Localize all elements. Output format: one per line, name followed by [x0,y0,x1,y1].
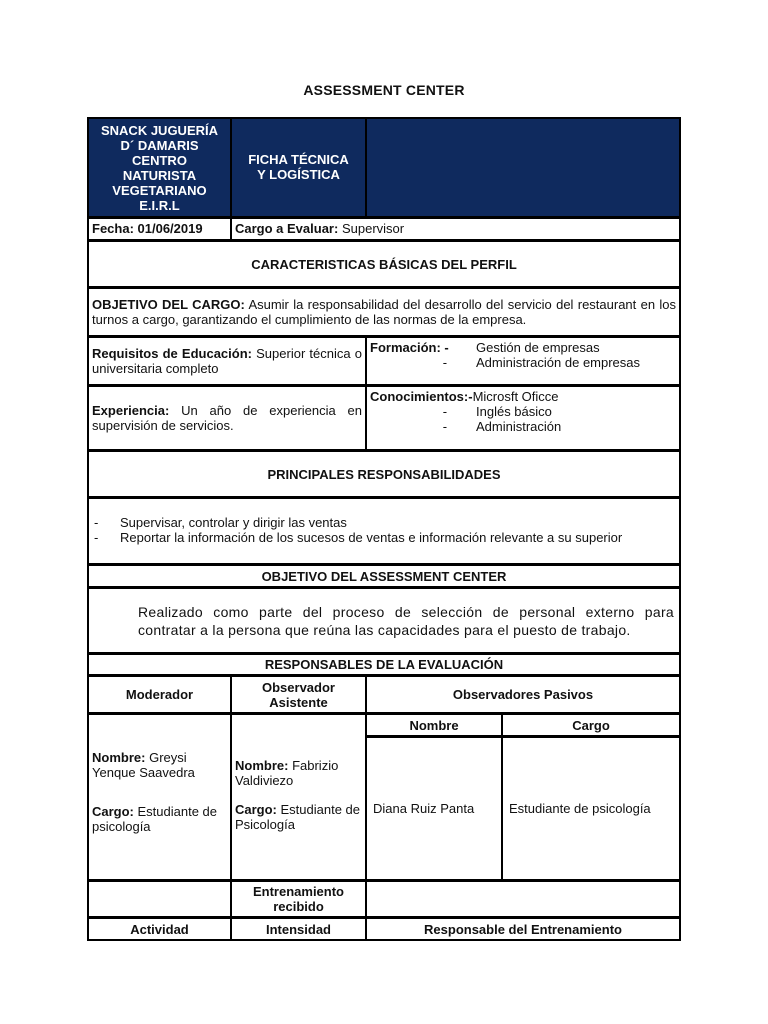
dash-bullet: - [442,419,476,434]
educacion-cell [87,336,367,386]
dash-bullet: - [94,515,99,530]
ficha-tecnica-cell [230,117,367,218]
header-blank-cell [365,117,681,218]
company-line: D´ DAMARIS [120,137,199,153]
company-line: SNACK JUGUERÍA [100,122,218,138]
objetivo-ac-section-title: OBJETIVO DEL ASSESSMENT CENTER [87,564,681,588]
conocimientos-first: Microsft Oficce [472,389,559,404]
conocimientos-item: Inglés básico [476,404,552,419]
moderador-cargo: Cargo: Estudiante de psicología [92,804,218,834]
experiencia-label: Experiencia: [92,403,170,418]
experiencia-cell [87,385,367,451]
objetivo-ac-text: Realizado como parte del proceso de selección de personal externo para contratar a la persona que reúna las capacidades para el puesto de trabajo. [138,604,674,638]
entrenamiento-blank-cell [87,880,232,918]
intensidad-header: Intensidad [230,917,367,941]
col-nombre-header: Nombre [365,713,503,737]
ficha-line: Y LOGÍSTICA [257,167,340,182]
col-pasivos-header: Observadores Pasivos [365,675,681,714]
objetivo-ac-text-cell [87,587,681,654]
pasivo-nombre-cell: Diana Ruiz Panta [365,736,503,881]
cargo-evaluar-value: Supervisor [341,221,405,236]
dash-bullet: - [442,404,476,419]
list-item: - Supervisar, controlar y dirigir las ventas [94,515,347,530]
objetivo-cargo-cell [87,287,681,337]
responsabilidades-list [87,497,681,565]
document-title: ASSESSMENT CENTER [303,82,465,98]
formacion-item: Administración de empresas [476,355,641,370]
responsables-section-title: RESPONSABLES DE LA EVALUACIÓN [87,653,681,676]
company-line: E.I.R.L [139,197,180,213]
company-line: CENTRO [132,152,187,168]
experiencia-text: Un año de experiencia en supervisión de servicios. [92,403,362,433]
formacion-item: Gestión de empresas [476,340,600,355]
observador-nombre: Nombre: Fabrizio Valdiviezo [235,758,339,788]
objetivo-cargo-text: Asumir la responsabilidad del desarrollo del servicio del restaurant en los turnos a cargo, garantizando el cumplimiento de las normas de la empresa. [92,297,676,327]
moderador-nombre: Nombre: Greysi Yenque Saavedra [92,750,195,780]
list-item: - Reportar la información de los sucesos de ventas e información relevante a su superior [94,530,623,545]
responsable-entrenamiento-header: Responsable del Entrenamiento [365,917,681,941]
col-observador-header: Observador Asistente [230,675,367,714]
observador-cargo: Cargo: Estudiante de Psicología [235,802,361,832]
dash-bullet: - [442,355,476,370]
col-cargo-header: Cargo [501,713,681,737]
moderador-cell [87,713,232,881]
pasivo-cargo-cell: Estudiante de psicología [501,736,681,881]
educacion-label: Requisitos de Educación: [92,346,252,361]
formacion-cell [365,336,681,386]
formacion-label: Formación: - [370,340,449,355]
fecha-text: Fecha: 01/06/2019 [92,221,203,236]
fecha-cell [87,217,232,241]
perfil-section-title: CARACTERISTICAS BÁSICAS DEL PERFIL [87,240,681,288]
conocimientos-item: Administración [476,419,562,434]
entrenamiento-label-cell: Entrenamiento recibido [230,880,367,918]
objetivo-cargo-label: OBJETIVO DEL CARGO: [92,297,245,312]
dash-bullet: - [94,530,99,545]
company-line: NATURISTA [122,167,197,183]
company-line: VEGETARIANO [112,182,207,198]
responsabilidades-section-title: PRINCIPALES RESPONSABILIDADES [87,450,681,498]
cargo-evaluar-cell [230,217,681,241]
col-moderador-header: Moderador [87,675,232,714]
company-name-cell [87,117,232,218]
actividad-header: Actividad [87,917,232,941]
cargo-evaluar-label: Cargo a Evaluar: [235,221,339,236]
educacion-text: Superior técnica o universitaria completo [92,346,362,376]
ficha-line: FICHA TÉCNICA [248,152,349,167]
conocimientos-label: Conocimientos:- [370,389,473,404]
observador-cell [230,713,367,881]
conocimientos-cell [365,385,681,451]
entrenamiento-value-cell [365,880,681,918]
